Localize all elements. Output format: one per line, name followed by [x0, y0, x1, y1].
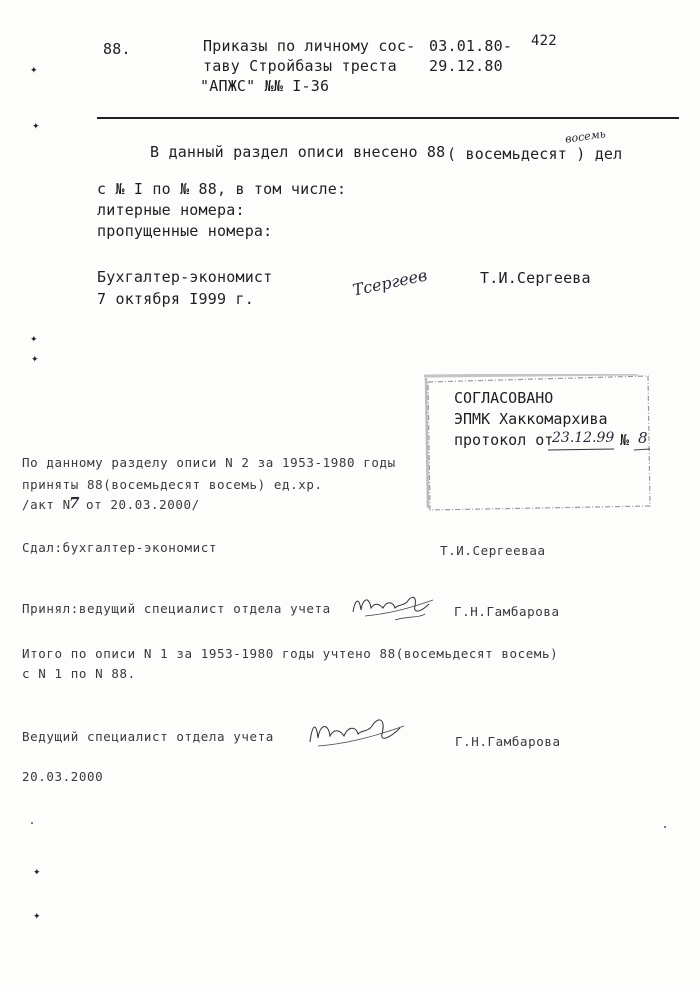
stamp-protocol-number: 8	[638, 429, 648, 447]
fond-number: 88.	[103, 40, 131, 58]
literal-numbers-label: литерные номера:	[97, 201, 245, 219]
summary-line-2: с № I по № 88, в том числе:	[97, 180, 347, 198]
total-line-2: с N 1 по N 88.	[22, 666, 136, 681]
approval-stamp	[424, 374, 652, 512]
stamp-protocol-date: 23.12.99	[552, 430, 615, 446]
compiler-signature: Тсергеев	[350, 265, 429, 300]
received-name: Г.Н.Гамбарова	[454, 604, 560, 619]
compiler-name: Т.И.Сергеева	[480, 269, 591, 287]
header-divider	[97, 117, 679, 119]
handed-over-label: Сдал:бухгалтер-экономист	[22, 540, 218, 555]
act-prefix: /акт N	[22, 497, 71, 512]
acceptance-line-2: приняты 88(восемьдесят восемь) ед.хр.	[22, 477, 323, 492]
footer-signature	[300, 712, 410, 757]
stamp-protocol-no-sign: №	[620, 431, 630, 449]
handed-over-name: Т.И.Сергееваа	[440, 543, 546, 558]
binding-mark: ✦	[30, 66, 38, 76]
acceptance-line-1: По данному разделу описи N 2 за 1953-1980 годы	[22, 455, 396, 470]
compiler-position: Бухгалтер-экономист	[97, 268, 273, 286]
binding-mark: ✦	[30, 335, 38, 345]
date-from: 03.01.80-	[429, 37, 513, 55]
stamp-title: СОГЛАСОВАНО	[454, 389, 554, 407]
binding-mark: ✦	[31, 355, 39, 365]
date-to: 29.12.80	[429, 57, 503, 75]
received-signature	[345, 590, 440, 630]
footer-name: Г.Н.Гамбарова	[455, 734, 561, 749]
stamp-protocol-prefix: протокол от	[454, 431, 554, 449]
speck	[31, 822, 33, 824]
stamp-underlines	[424, 374, 652, 512]
footer-position: Ведущий специалист отдела учета	[22, 729, 274, 744]
summary-line-1-words: ( восемьдесят ) дел	[447, 145, 623, 163]
header-title-line-2: таву Стройбазы треста	[203, 57, 397, 75]
stamp-organization: ЭПМК Хаккомархива	[454, 410, 608, 428]
received-label: Принял:ведущий специалист отдела учета	[22, 601, 331, 616]
missing-numbers-label: пропущенные номера:	[97, 222, 273, 240]
summary-line-1-prefix: В данный раздел описи внесено 88	[150, 143, 446, 161]
act-number: 7	[69, 494, 80, 512]
act-suffix: от 20.03.2000/	[86, 497, 200, 512]
header-title-line-3: "АПЖС" №№ I-36	[200, 77, 330, 95]
binding-mark: ✦	[32, 122, 40, 132]
header-title-line-1: Приказы по личному сос-	[203, 37, 416, 55]
handwritten-correction: восемь	[564, 127, 607, 146]
compiler-date: 7 октября I999 г.	[97, 290, 254, 308]
speck	[664, 826, 666, 828]
total-line-1: Итого по описи N 1 за 1953-1980 годы учтено 88(восемьдесят восемь)	[22, 646, 559, 661]
page-number: 422	[531, 33, 557, 49]
binding-mark: ✦	[33, 868, 41, 878]
binding-mark: ✦	[33, 912, 41, 922]
footer-date: 20.03.2000	[22, 769, 104, 784]
